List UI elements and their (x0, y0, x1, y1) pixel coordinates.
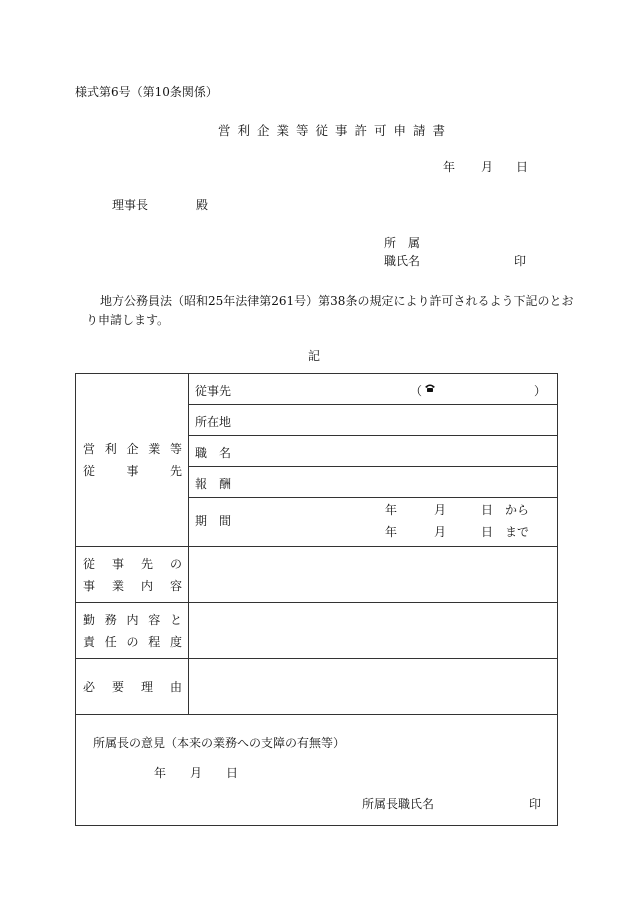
honorific: 殿 (196, 198, 209, 212)
opinion-date-year: 年 (154, 766, 167, 780)
applicant-seal: 印 (514, 254, 527, 268)
ki-heading: 記 (308, 349, 321, 363)
period-from-day: 日 (481, 503, 494, 517)
business-content-field[interactable] (189, 547, 558, 603)
application-table (75, 373, 558, 826)
date-month: 月 (481, 160, 494, 174)
date-year: 年 (443, 160, 456, 174)
addressee: 理事長 (112, 198, 149, 212)
telephone-icon (424, 382, 436, 396)
supervisor-seal: 印 (529, 797, 542, 811)
reason-field[interactable] (189, 659, 558, 715)
supervisor-opinion-field[interactable] (76, 715, 558, 826)
work-content-field[interactable] (189, 603, 558, 659)
position-label: 職 名 (195, 446, 232, 460)
address-field[interactable] (189, 405, 558, 436)
period-to-day: 日 (481, 525, 494, 539)
period-to-month: 月 (434, 525, 447, 539)
company-group-label (76, 374, 189, 547)
date-day: 日 (516, 160, 529, 174)
period-field[interactable] (189, 498, 558, 547)
company-group-line1: 営 利 企 業 等 (83, 442, 182, 456)
position-field[interactable] (189, 436, 558, 467)
salary-label: 報 酬 (195, 477, 232, 491)
affiliation-label: 所 属 (384, 236, 421, 250)
opinion-date-day: 日 (226, 766, 239, 780)
business-content-label: 従 事 先 の 事 業 内 容 (76, 547, 189, 603)
phone-close-paren: ） (534, 384, 547, 398)
period-to-suffix: まで (505, 525, 530, 539)
period-label: 期 間 (195, 514, 232, 528)
period-from-month: 月 (434, 503, 447, 517)
opinion-date-month: 月 (190, 766, 203, 780)
opinion-label: 所属長の意見（本来の業務への支障の有無等） (93, 736, 346, 750)
employer-field[interactable] (189, 374, 558, 405)
work-content-label: 勤 務 内 容 と 責 任 の 程 度 (76, 603, 189, 659)
request-text-line1: 地方公務員法（昭和25年法律第261号）第38条の規定により許可されるよう下記のとお (100, 294, 574, 308)
period-to-year: 年 (385, 525, 398, 539)
supervisor-name-label: 所属長職氏名 (362, 797, 435, 811)
address-label: 所在地 (195, 415, 232, 429)
salary-field[interactable] (189, 467, 558, 498)
company-group-line2: 従 事 先 (83, 464, 182, 478)
reason-label: 必 要 理 由 (76, 659, 189, 715)
employer-label: 従事先 (195, 384, 232, 398)
period-from-suffix: から (505, 503, 530, 517)
page-title: 営利企業等従事許可申請書 (218, 123, 453, 138)
request-text-line2: り申請します。 (86, 313, 170, 327)
form-number: 様式第6号（第10条関係） (75, 85, 218, 99)
period-from-year: 年 (385, 503, 398, 517)
phone-open-paren: （ (410, 384, 423, 398)
name-label: 職氏名 (384, 254, 421, 268)
